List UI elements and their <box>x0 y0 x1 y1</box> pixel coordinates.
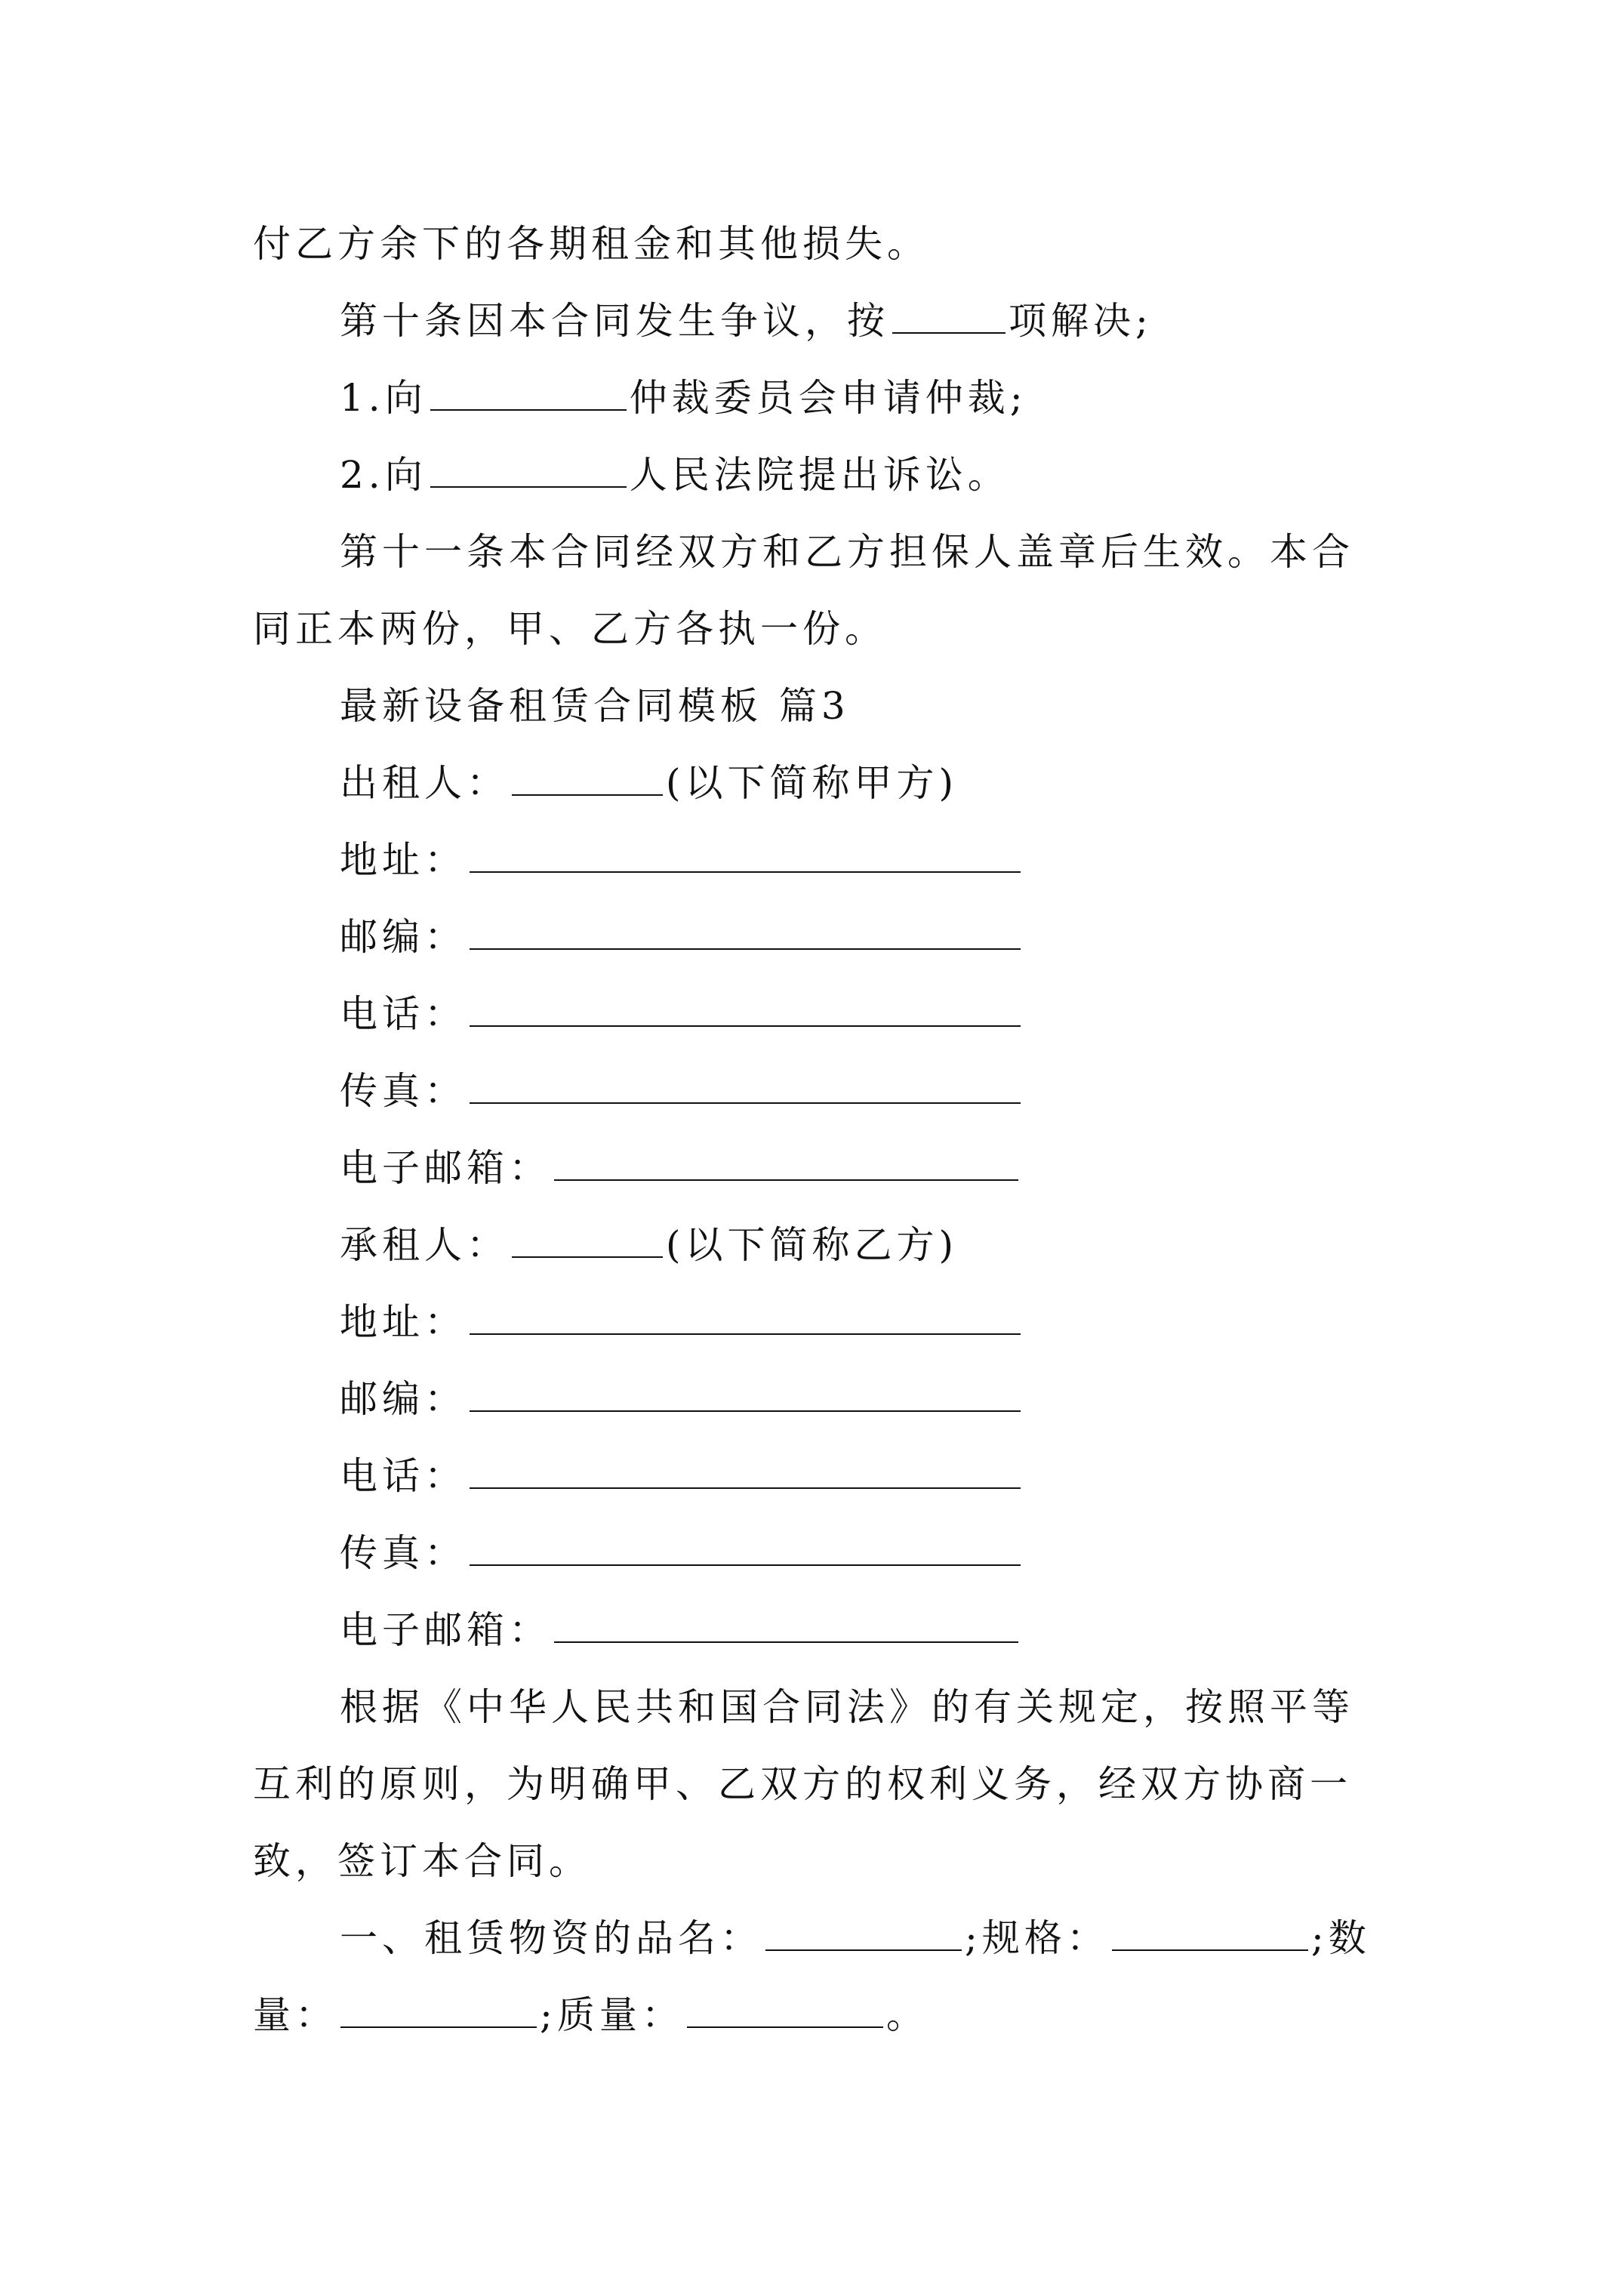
fill-blank[interactable] <box>470 1287 1021 1335</box>
text-line <box>253 205 1397 282</box>
fill-blank[interactable] <box>430 362 627 411</box>
field-label: 电话： <box>340 992 467 1036</box>
fill-blank[interactable] <box>340 1980 537 2028</box>
field-label: 电话： <box>340 1454 467 1498</box>
lessor-phone-field <box>340 975 1397 1052</box>
preamble-line <box>253 1823 1397 1900</box>
paragraph-text: 仲裁委员会申请仲裁; <box>629 376 1027 420</box>
article-10 <box>340 282 1397 359</box>
field-label: 出租人： <box>340 761 509 805</box>
fill-blank[interactable] <box>554 1133 1018 1181</box>
field-label: ;规格： <box>965 1916 1109 1960</box>
paragraph-text: 人民法院提出诉讼。 <box>629 453 1010 497</box>
fill-blank[interactable] <box>512 1210 663 1258</box>
paragraph-text: 互利的原则，为明确甲、乙双方的权利义务，经双方协商一 <box>253 1762 1352 1806</box>
field-label: 地址： <box>340 838 467 882</box>
paragraph-text: 项解决; <box>1009 299 1153 343</box>
paragraph-text: 1.向 <box>340 376 427 420</box>
option-1 <box>340 359 1397 436</box>
preamble-line <box>253 1746 1397 1823</box>
section-title <box>340 667 1397 744</box>
lessee-field <box>340 1207 1397 1284</box>
clause-1 <box>340 1900 1397 1977</box>
lessor-field <box>340 744 1397 821</box>
fill-blank[interactable] <box>1112 1903 1308 1951</box>
fill-blank[interactable] <box>470 978 1021 1027</box>
fill-blank[interactable] <box>470 1518 1021 1566</box>
lessee-address-field <box>340 1284 1397 1361</box>
fill-blank[interactable] <box>470 901 1021 950</box>
lessor-fax-field <box>340 1052 1397 1130</box>
paragraph-text: 付乙方余下的各期租金和其他损失。 <box>253 222 929 266</box>
fill-blank[interactable] <box>892 285 1006 334</box>
text-line <box>253 590 1397 667</box>
field-label: 量： <box>253 1993 337 2037</box>
field-note: (以下简称甲方) <box>666 761 959 805</box>
fill-blank[interactable] <box>470 1056 1021 1104</box>
field-label: 传真： <box>340 1531 467 1575</box>
field-label: ;质量： <box>540 1993 684 2037</box>
fill-blank[interactable] <box>430 439 627 488</box>
lessee-phone-field <box>340 1438 1397 1515</box>
field-label: 电子邮箱： <box>340 1146 551 1190</box>
preamble-line <box>340 1669 1397 1746</box>
lessee-fax-field <box>340 1515 1397 1592</box>
paragraph-text: 2.向 <box>340 453 427 497</box>
fill-blank[interactable] <box>554 1595 1018 1643</box>
clause-1-cont <box>253 1977 1397 2054</box>
field-label: 邮编： <box>340 915 467 959</box>
lessor-email-field <box>340 1130 1397 1207</box>
lessee-email-field <box>340 1592 1397 1669</box>
paragraph-text: 致，签订本合同。 <box>253 1839 591 1883</box>
field-label: 传真： <box>340 1069 467 1113</box>
field-label: 一、租赁物资的品名： <box>340 1916 762 1960</box>
lessor-postcode-field <box>340 898 1397 975</box>
fill-blank[interactable] <box>687 1980 883 2028</box>
option-2 <box>340 436 1397 513</box>
field-label: 。 <box>885 1993 929 2037</box>
section-heading: 最新设备租赁合同模板 篇3 <box>340 684 850 728</box>
fill-blank[interactable] <box>512 747 663 796</box>
lessee-postcode-field <box>340 1361 1397 1438</box>
field-label: 承租人： <box>340 1223 509 1267</box>
paragraph-text: 根据《中华人民共和国合同法》的有关规定，按照平等 <box>340 1685 1354 1729</box>
paragraph-text: 第十一条本合同经双方和乙方担保人盖章后生效。本合 <box>340 530 1354 574</box>
paragraph-text: 第十条因本合同发生争议，按 <box>340 299 889 343</box>
fill-blank[interactable] <box>765 1903 962 1951</box>
field-label: 电子邮箱： <box>340 1608 551 1652</box>
lessor-address-field <box>340 821 1397 898</box>
fill-blank[interactable] <box>470 824 1021 873</box>
article-11 <box>340 513 1397 590</box>
field-label: 邮编： <box>340 1377 467 1421</box>
field-label: 地址： <box>340 1300 467 1344</box>
field-note: (以下简称乙方) <box>666 1223 959 1267</box>
fill-blank[interactable] <box>470 1441 1021 1489</box>
paragraph-text: 同正本两份，甲、乙方各执一份。 <box>253 607 887 651</box>
field-label: ;数 <box>1310 1916 1371 1960</box>
fill-blank[interactable] <box>470 1364 1021 1412</box>
